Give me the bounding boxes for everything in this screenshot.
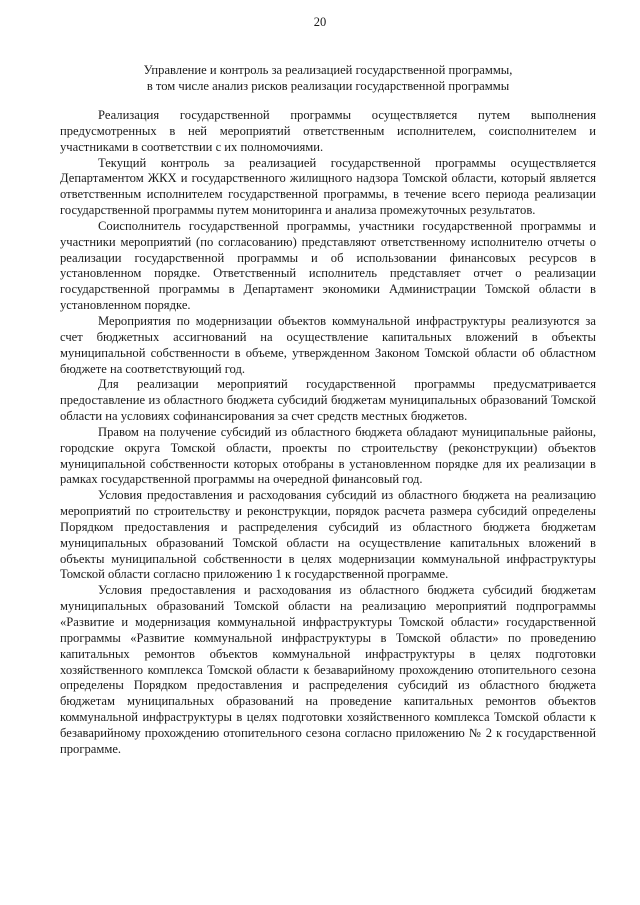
paragraph: Мероприятия по модернизации объектов коммунальной инфраструктуры реализуются за счет бюджетных ассигнований на осуществление капитальных вложений в объекты муниципальной собственности в объеме, утвержденном Законом Томской области об областном бюджете на соответствующий год.: [60, 313, 596, 376]
paragraph: Соисполнитель государственной программы, участники государственной программы и участники мероприятий (по согласованию) представляют ответственному исполнителю отчеты о реализации государственной программы и об использовании финансовых ресурсов в установленном порядке. Ответственный исполнитель представляет отчет о реализации государственной программы в Департамент экономики Администрации Томской области в установленном порядке.: [60, 218, 596, 313]
paragraph: Условия предоставления и расходования из областного бюджета субсидий бюджетам муниципальных образований Томской области на реализацию мероприятий подпрограммы «Развитие и модернизация коммунальной инфраструктуры Томской области» государственной программы «Развитие коммунальной инфраструктуры в Томской области» по проведению капитальных ремонтов объектов коммунальной инфраструктуры в целях подготовки хозяйственного комплекса Томской области к безаварийному прохождению отопительного сезона определены Порядком предоставления и распределения субсидий из областного бюджета бюджетам муниципальных образований на проведение капитальных ремонтов объектов коммунальной инфраструктуры в целях подготовки хозяйственного комплекса Томской области к безаварийному прохождению отопительного сезона согласно приложению № 2 к государственной программе.: [60, 583, 596, 756]
paragraph: Реализация государственной программы осуществляется путем выполнения предусмотренных в ней мероприятий ответственным исполнителем, соисполнителем и участниками в соответствии с их полномочиями.: [60, 108, 596, 154]
section-heading-line-1: Управление и контроль за реализацией государственной программы,: [143, 63, 513, 77]
section-heading-line-2: в том числе анализ рисков реализации государственной программы: [146, 79, 510, 93]
paragraph: Правом на получение субсидий из областного бюджета обладают муниципальные районы, городские округа Томской области, проекты по строительству (реконструкции) объектов муниципальной собственности которых отобраны в установленном порядке для их реализации в рамках государственной программы на очередной финансовый год.: [60, 424, 596, 487]
paragraph: Текущий контроль за реализацией государственной программы осуществляется Департаментом ЖКХ и государственного жилищного надзора Томской области, который является ответственным исполнителем государственной программы, в течение всего периода реализации государственной программы путем мониторинга и анализа промежуточных результатов.: [60, 155, 596, 218]
body-text: [60, 108, 596, 758]
section-heading: [60, 62, 596, 94]
page-number: 20: [313, 15, 327, 29]
paragraph: Для реализации мероприятий государственной программы предусматривается предоставление из областного бюджета субсидий бюджетам муниципальных образований Томской области на условиях софинансирования за счет средств местных бюджетов.: [60, 377, 596, 424]
paragraph: Условия предоставления и расходования субсидий из областного бюджета на реализацию мероприятий по строительству и реконструкции, порядок расчета размера субсидий определены Порядком предоставления и распределения субсидий из областного бюджета бюджетам муниципальных образований Томской области на осуществление капитальных вложений в объекты муниципальной собственности в целях модернизации коммунальной инфраструктуры Томской области согласно приложению 1 к государственной программе.: [60, 488, 596, 582]
